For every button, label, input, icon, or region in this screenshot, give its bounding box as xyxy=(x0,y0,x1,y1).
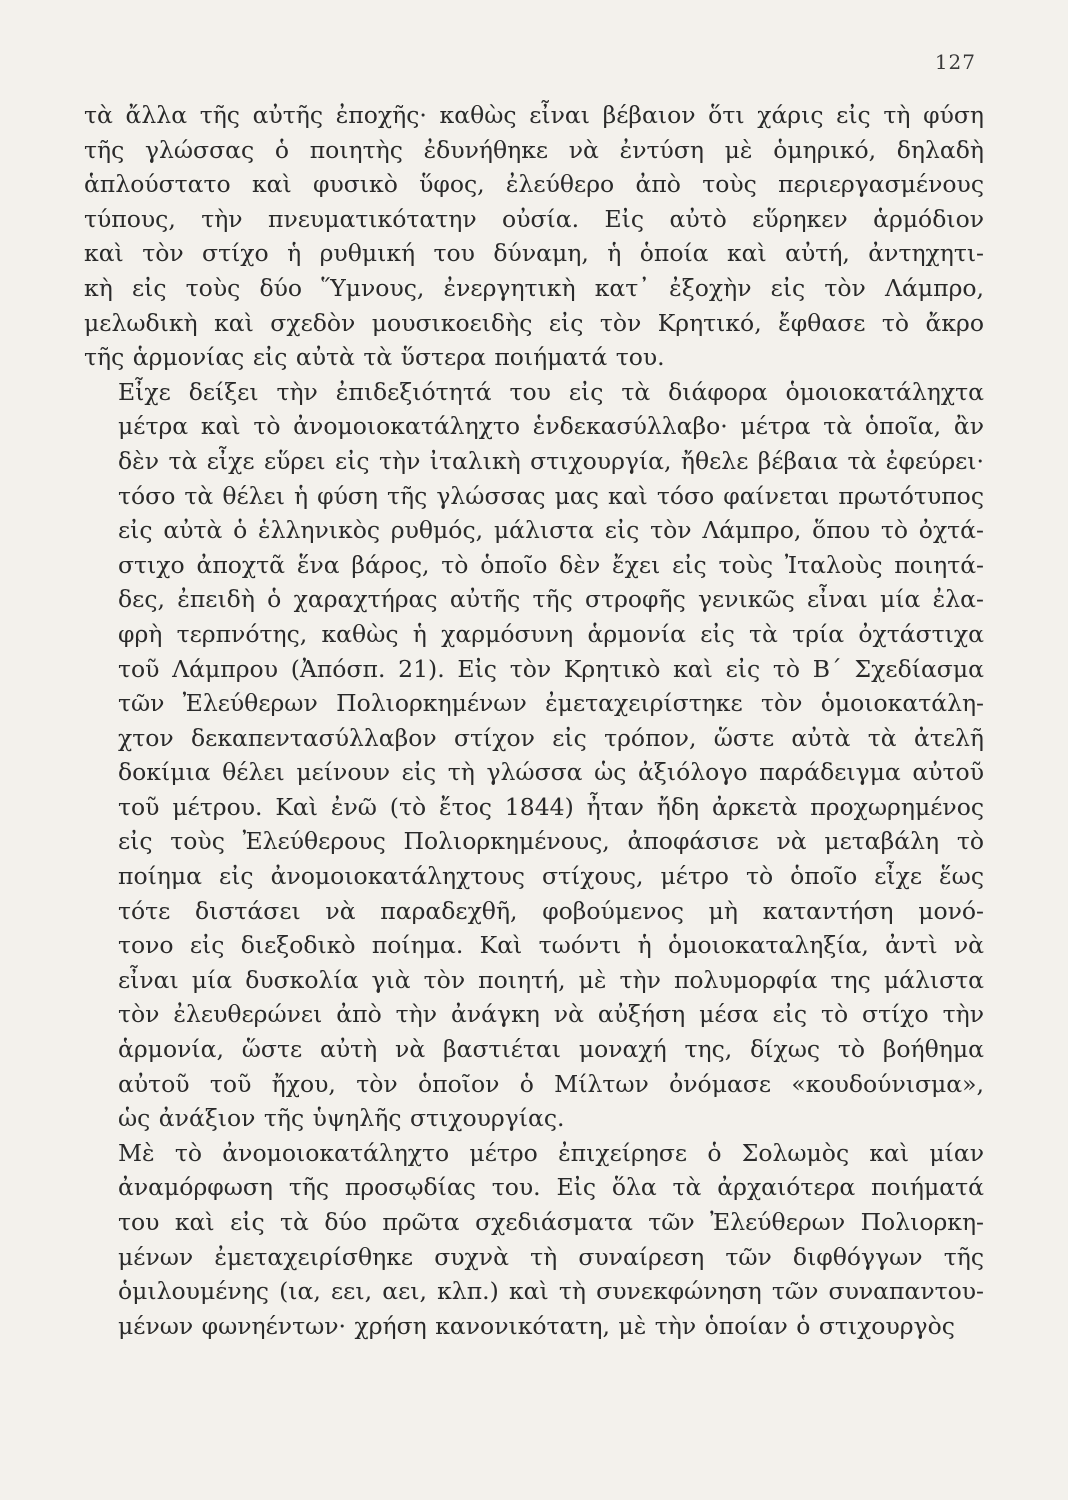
text-line: δες, ἐπειδὴ ὁ χαραχτήρας αὐτῆς τῆς στροφῆς γενικῶς εἶναι μία ἐλα- xyxy=(118,585,984,614)
paragraph xyxy=(84,98,984,375)
text-line: ἁρμονία, ὥστε αὐτὴ νὰ βαστιέται μοναχή της, δίχως τὸ βοήθημα xyxy=(118,1035,984,1064)
text-line: τῆς γλώσσας ὁ ποιητὴς ἐδυνήθηκε νὰ ἐντύση μὲ ὁμηρικό, δηλαδὴ xyxy=(84,135,984,164)
text-line: εἰς τοὺς Ἐλεύθερους Πολιορκημένους, ἀποφάσισε νὰ μεταβάλη τὸ xyxy=(118,827,984,856)
paragraph xyxy=(84,375,984,1136)
text-line: Εἶχε δείξει τὴν ἐπιδεξιότητά του εἰς τὰ διάφορα ὁμοιοκατάληχτα xyxy=(118,377,984,406)
text-line: του καὶ εἰς τὰ δύο πρῶτα σχεδιάσματα τῶν Ἐλεύθερων Πολιορκη- xyxy=(118,1208,984,1236)
text-line: εἰς αὐτὰ ὁ ἑλληνικὸς ρυθμός, μάλιστα εἰς τὸν Λάμπρο, ὅπου τὸ ὀχτά- xyxy=(118,516,984,545)
text-line: φρὴ τερπνότης, καθὼς ἡ χαρμόσυνη ἁρμονία εἰς τὰ τρία ὀχτάστιχα xyxy=(118,619,984,648)
text-line: τῶν Ἐλεύθερων Πολιορκημένων ἐμεταχειρίστηκε τὸν ὁμοιοκατάλη- xyxy=(118,689,984,718)
text-line: τῆς ἁρμονίας εἰς αὐτὰ τὰ ὕστερα ποιήματά του. xyxy=(84,343,665,372)
text-line: στιχο ἀποχτᾶ ἕνα βάρος, τὸ ὁποῖο δὲν ἔχει εἰς τοὺς Ἰταλοὺς ποιητά- xyxy=(118,550,984,579)
text-line: τὰ ἄλλα τῆς αὐτῆς ἐποχῆς· καθὼς εἶναι βέβαιον ὅτι χάρις εἰς τὴ φύση xyxy=(84,101,984,129)
text-line: Μὲ τὸ ἀνομοιοκατάληχτο μέτρο ἐπιχείρησε ὁ Σολωμὸς καὶ μίαν xyxy=(118,1138,984,1167)
text-line: χτον δεκαπεντασύλλαβον στίχον εἰς τρόπον, ὥστε αὐτὰ τὰ ἀτελῆ xyxy=(118,723,984,752)
paragraph xyxy=(84,1136,984,1344)
text-line: μέτρα καὶ τὸ ἀνομοιοκατάληχτο ἑνδεκασύλλαβο· μέτρα τὰ ὁποῖα, ἂν xyxy=(118,412,984,441)
text-line: ποίημα εἰς ἀνομοιοκατάληχτους στίχους, μέτρο τὸ ὁποῖο εἶχε ἕως xyxy=(118,862,984,891)
text-line: εἶναι μία δυσκολία γιὰ τὸν ποιητή, μὲ τὴν πολυμορφία της μάλιστα xyxy=(118,965,984,994)
text-line: τότε διστάσει νὰ παραδεχθῆ, φοβούμενος μὴ καταντήση μονό- xyxy=(118,896,984,925)
body-text xyxy=(84,98,984,1478)
text-line: ἀναμόρφωση τῆς προσῳδίας του. Εἰς ὅλα τὰ ἀρχαιότερα ποιήματά xyxy=(118,1173,984,1202)
text-line: τοῦ Λάμπρου (Ἀπόσπ. 21). Εἰς τὸν Κρητικὸ καὶ εἰς τὸ Β΄ Σχεδίασμα xyxy=(118,654,984,683)
text-line: τονο εἰς διεξοδικὸ ποίημα. Καὶ τωόντι ἡ ὁμοιοκαταληξία, ἀντὶ νὰ xyxy=(118,931,984,960)
text-line: μένων φωνηέντων· χρήση κανονικότατη, μὲ τὴν ὁποίαν ὁ στιχουργὸς xyxy=(118,1311,955,1340)
text-line: τόσο τὰ θέλει ἡ φύση τῆς γλώσσας μας καὶ τόσο φαίνεται πρωτότυπος xyxy=(118,481,984,510)
text-line: ἁπλούστατο καὶ φυσικὸ ὕφος, ἐλεύθερο ἀπὸ τοὺς περιεργασμένους xyxy=(84,170,984,199)
text-line: τύπους, τὴν πνευματικότατην οὐσία. Εἰς αὐτὸ εὕρηκεν ἁρμόδιον xyxy=(84,204,984,233)
page-number: 127 xyxy=(934,50,976,74)
text-line: αὐτοῦ τοῦ ἤχου, τὸν ὁποῖον ὁ Μίλτων ὀνόμασε «κουδούνισμα», xyxy=(118,1069,984,1098)
text-line: τὸν ἐλευθερώνει ἀπὸ τὴν ἀνάγκη νὰ αὐξήση μέσα εἰς τὸ στίχο τὴν xyxy=(118,1000,984,1029)
text-line: ὡς ἀνάξιον τῆς ὑψηλῆς στιχουργίας. xyxy=(118,1104,565,1133)
text-line: δὲν τὰ εἶχε εὕρει εἰς τὴν ἰταλικὴ στιχουργία, ἤθελε βέβαια τὰ ἐφεύρει· xyxy=(118,446,984,475)
text-line: ὁμιλουμένης (ια, εει, αει, κλπ.) καὶ τὴ συνεκφώνηση τῶν συναπαντου- xyxy=(118,1277,984,1306)
text-line: μελωδικὴ καὶ σχεδὸν μουσικοειδὴς εἰς τὸν Κρητικό, ἔφθασε τὸ ἄκρο xyxy=(84,308,984,337)
text-line: μένων ἐμεταχειρίσθηκε συχνὰ τὴ συναίρεση τῶν διφθόγγων τῆς xyxy=(118,1242,984,1271)
text-line: κὴ εἰς τοὺς δύο Ὕμνους, ἐνεργητικὴ κατ᾽ ἐξοχὴν εἰς τὸν Λάμπρο, xyxy=(84,273,984,302)
text-line: τοῦ μέτρου. Καὶ ἐνῶ (τὸ ἔτος 1844) ἦταν ἤδη ἀρκετὰ προχωρημένος xyxy=(118,792,984,821)
text-line: δοκίμια θέλει μείνουν εἰς τὴ γλώσσα ὡς ἀξιόλογο παράδειγμα αὐτοῦ xyxy=(118,758,984,787)
text-line: καὶ τὸν στίχο ἡ ρυθμική του δύναμη, ἡ ὁποία καὶ αὐτή, ἀντηχητι- xyxy=(84,239,984,268)
